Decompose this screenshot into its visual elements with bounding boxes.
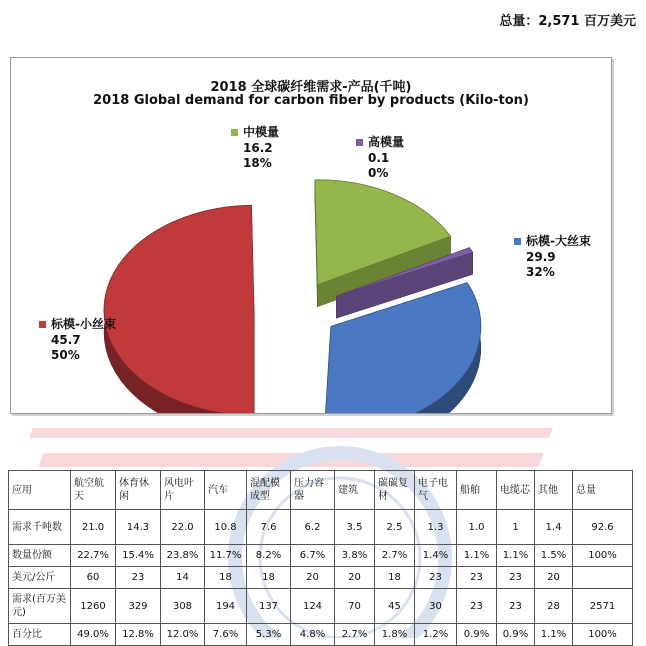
table-cell: 2.7%	[335, 624, 375, 646]
table-header-cell: 混配模成型	[247, 471, 291, 510]
table-cell	[573, 567, 633, 589]
table-cell: 18	[247, 567, 291, 589]
table-cell: 0.9%	[457, 624, 497, 646]
legend-swatch	[514, 238, 521, 245]
slice-percent-label: 18%	[243, 156, 272, 170]
table-header-cell: 应用	[9, 471, 71, 510]
table-cell: 23	[497, 589, 535, 624]
row-label: 需求千吨数	[9, 510, 71, 545]
slice-value-label: 45.7	[51, 333, 81, 347]
table-cell: 14.3	[116, 510, 161, 545]
table-cell: 23	[457, 589, 497, 624]
table-header-cell: 船舶	[457, 471, 497, 510]
table-header-cell: 汽车	[205, 471, 247, 510]
table-cell: 1.1%	[497, 545, 535, 567]
slice-percent-label: 32%	[526, 265, 555, 279]
table-cell: 23.8%	[161, 545, 205, 567]
table-cell: 12.0%	[161, 624, 205, 646]
table-cell: 100%	[573, 624, 633, 646]
table-cell: 23	[457, 567, 497, 589]
table-cell: 20	[535, 567, 573, 589]
table-cell: 0.9%	[497, 624, 535, 646]
legend-swatch	[231, 129, 238, 136]
table-cell: 6.7%	[291, 545, 335, 567]
table-cell: 15.4%	[116, 545, 161, 567]
table-cell: 308	[161, 589, 205, 624]
table-cell: 10.8	[205, 510, 247, 545]
table-cell: 1.3	[415, 510, 457, 545]
table-cell: 1260	[71, 589, 116, 624]
table-cell: 2571	[573, 589, 633, 624]
pie-chart	[11, 58, 611, 413]
table-cell: 21.0	[71, 510, 116, 545]
table-cell: 329	[116, 589, 161, 624]
slice-value-label: 0.1	[368, 151, 390, 165]
table-cell: 23	[116, 567, 161, 589]
slice-name-label: 标模-大丝束	[526, 234, 591, 248]
table-cell: 4.8%	[291, 624, 335, 646]
table-cell: 18	[205, 567, 247, 589]
table-cell: 1.2%	[415, 624, 457, 646]
table-cell: 1.1%	[535, 624, 573, 646]
table-cell: 124	[291, 589, 335, 624]
table-cell: 3.5	[335, 510, 375, 545]
slice-name-label: 高模量	[368, 135, 405, 149]
table-cell: 14	[161, 567, 205, 589]
table-header-cell: 碳碳复材	[375, 471, 415, 510]
table-header-cell: 体育休闲	[116, 471, 161, 510]
table-header-cell: 电子电气	[415, 471, 457, 510]
table-row	[9, 589, 633, 624]
slice-name-label: 中模量	[243, 125, 280, 139]
table-cell: 2.7%	[375, 545, 415, 567]
table-cell: 5.3%	[247, 624, 291, 646]
table-cell: 28	[535, 589, 573, 624]
table-row	[9, 567, 633, 589]
table-cell: 45	[375, 589, 415, 624]
table-cell: 23	[415, 567, 457, 589]
table-cell: 1.4%	[415, 545, 457, 567]
table-cell: 12.8%	[116, 624, 161, 646]
table-cell: 1.0	[457, 510, 497, 545]
table-cell: 8.2%	[247, 545, 291, 567]
table-cell: 11.7%	[205, 545, 247, 567]
table-row	[9, 624, 633, 646]
table-cell: 137	[247, 589, 291, 624]
table-cell: 30	[415, 589, 457, 624]
table-cell: 49.0%	[71, 624, 116, 646]
table-cell: 194	[205, 589, 247, 624]
chart-subtitle: 2018 Global demand for carbon fiber by products (Kilo-ton)	[93, 93, 529, 108]
table-cell: 60	[71, 567, 116, 589]
table-cell: 1.8%	[375, 624, 415, 646]
table-cell: 1	[497, 510, 535, 545]
slice-name-label: 标模-小丝束	[51, 317, 116, 331]
slice-value-label: 16.2	[243, 141, 273, 155]
table-cell: 1.4	[535, 510, 573, 545]
table-header-cell: 压力容器	[291, 471, 335, 510]
table-cell: 70	[335, 589, 375, 624]
table-cell: 20	[335, 567, 375, 589]
legend-swatch	[356, 139, 363, 146]
row-label: 美元/公斤	[9, 567, 71, 589]
table-cell: 1.1%	[457, 545, 497, 567]
table-header-cell: 电缆芯	[497, 471, 535, 510]
chart-title: 2018 全球碳纤维需求-产品(千吨)	[210, 80, 412, 95]
table-header-cell: 风电叶片	[161, 471, 205, 510]
table-header-cell: 建筑	[335, 471, 375, 510]
table-cell: 22.0	[161, 510, 205, 545]
chart-frame	[10, 57, 612, 414]
demand-table	[8, 470, 633, 646]
table-cell: 100%	[573, 545, 633, 567]
table-cell: 6.2	[291, 510, 335, 545]
table-cell: 7.6	[247, 510, 291, 545]
row-label: 数量份额	[9, 545, 71, 567]
table-row	[9, 545, 633, 567]
slice-percent-label: 0%	[368, 166, 389, 180]
slice-value-label: 29.9	[526, 250, 556, 264]
table-cell: 23	[497, 567, 535, 589]
table-header-cell: 其他	[535, 471, 573, 510]
row-label: 百分比	[9, 624, 71, 646]
table-header-cell: 航空航天	[71, 471, 116, 510]
total-label: 总量：2,571 百万美元	[499, 14, 636, 29]
pie-slice	[104, 205, 254, 413]
table-cell: 1.5%	[535, 545, 573, 567]
table-cell: 22.7%	[71, 545, 116, 567]
slice-percent-label: 50%	[51, 348, 80, 362]
row-label: 需求(百万美元)	[9, 589, 71, 624]
table-cell: 20	[291, 567, 335, 589]
table-cell: 18	[375, 567, 415, 589]
table-header-cell: 总量	[573, 471, 633, 510]
legend-swatch	[39, 321, 46, 328]
table-cell: 7.6%	[205, 624, 247, 646]
table-cell: 92.6	[573, 510, 633, 545]
table-cell: 2.5	[375, 510, 415, 545]
table-row	[9, 510, 633, 545]
table-cell: 3.8%	[335, 545, 375, 567]
table-header-row	[9, 471, 633, 510]
